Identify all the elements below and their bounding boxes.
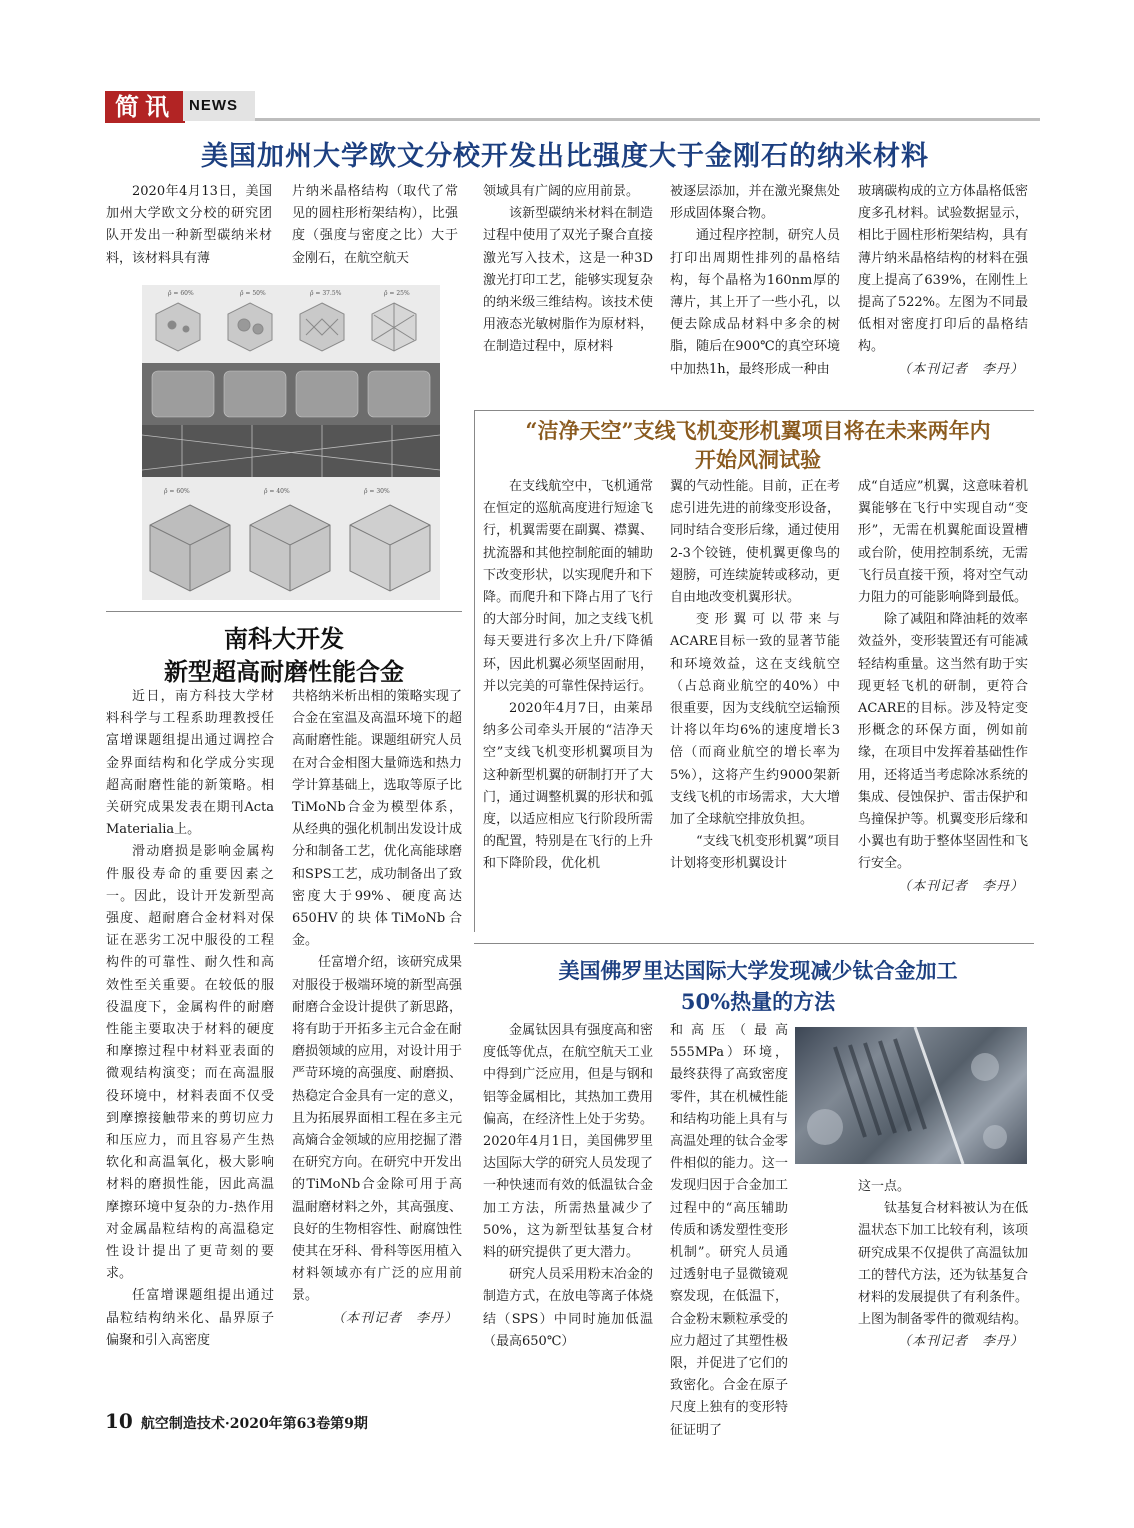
fig-label-6: ρ̄ = 40% [264, 488, 290, 495]
section-label-en: NEWS [189, 97, 238, 114]
article4-col3: 这一点。 钛基复合材料被认为在低温状态下加工比较有利，该项研究成果不仅提供了高温钛加工的替代方法，还为钛基复合材料的发展提供了有利条件。上图为制备零件的微观结构。 （本刊记者 李丹） [858, 1176, 1028, 1402]
article3-col1: 在支线航空中，飞机通常在恒定的巡航高度进行短途飞行，机翼需要在副翼、襟翼、扰流器和其他控制舵面的辅助下改变形状，以实现爬升和下降。而爬升和下降占用了飞行的大部分时间，加之支线飞机每天要进行多次上升/下降循环，因此机翼必须坚固耐用，并以完美的可靠性保持运行。 2020年4月7日，由莱昂纳多公司牵头开展的“洁净天空”支线飞机变形机翼项目为这种新型机翼的研制打开了大门，通过调整机翼的形状和弧度，以适应相应飞行阶段所需的配置，特别是在飞行的上升和下降阶段，优化机 [483, 479, 653, 872]
page-footer [105, 1409, 368, 1433]
fig-label-5: ρ̄ = 60% [164, 488, 190, 495]
lattice-structure-figure [142, 285, 440, 600]
fig-label-3: ρ̄ = 37.5% [310, 290, 342, 297]
article4-col2: 和高压（最高555MPa）环境，最终获得了高致密度零件，其在机械性能和结构功能上具有与高温处理的钛合金零件相似的能力。这一发现归因于合金加工过程中的“高压辅助传质和诱发塑性变形机制”。研究人员通过透射电子显微镜观察发现，在低温下，合金粉末颗粒承受的应力超过了其塑性极限，并促进了它们的致密化。合金在原子尺度上独有的变形特征证明了 [670, 1023, 788, 1438]
divider-vertical [474, 410, 475, 932]
journal-name: 航空制造技术·2020年第63卷第9期 [140, 1416, 368, 1432]
lattice-illustration [142, 285, 440, 600]
microstructure-image [795, 1027, 1027, 1164]
article2-signature: （本刊记者 李丹） [331, 1310, 458, 1326]
fig-label-7: ρ̄ = 30% [364, 488, 390, 495]
divider-article3-top [474, 410, 1034, 411]
article4-col1: 金属钛因具有强度高和密度低等优点，在航空航天工业中得到广泛应用，但是与钢和铝等金属相比，其热加工费用偏高，在经济性上处于劣势。2020年4月1日，美国佛罗里达国际大学的研究人员发现了一种快速而有效的低温钛合金加工方法，所需热量减少了50%，这为新型钛基复合材料的研究提供了更大潜力。 研究人员采用粉末冶金的制造方式，在放电等离子体烧结（SPS）中同时施加低温（最高650℃） [483, 1023, 653, 1349]
microstructure-illustration [795, 1027, 1027, 1164]
article3-title: “洁净天空”支线飞机变形机翼项目将在未来两年内 开始风洞试验 [525, 418, 991, 472]
article4-signature: （本刊记者 李丹） [897, 1334, 1024, 1350]
article3-col2: 翼的气动性能。目前，正在考虑引进先进的前缘变形设备，同时结合变形后缘，通过使用2-3个铰链，使机翼更像鸟的翅膀，可连续旋转或移动，更自由地改变机翼形状。 变形翼可以带来与ACARE目标一致的显著节能和环境效益，这在支线航空（占总商业航空的40%）中很重要，因为支线航空运输预计将以年均6%的速度增长3倍（而商业航空的增长率为5%），这将产生约9000架新支线飞机的市场需求，大大增加了全球航空排放负担。 “支线飞机变形机翼”项目计划将变形机翼设计 [670, 479, 840, 872]
article1-col5: 玻璃碳构成的立方体晶格低密度多孔材料。试验数据显示，相比于圆柱形桁架结构，具有薄片纳米晶格结构的材料在强度上提高了639%，在刚性上提高了522%。左图为不同最低相对密度打印后的晶格结构。 （本刊记者 李丹） [858, 181, 1028, 407]
fig-label-2: ρ̄ = 50% [240, 290, 266, 297]
divider-article4-top [474, 943, 1034, 944]
page-number: 10 [105, 1409, 133, 1433]
article1-signature: （本刊记者 李丹） [897, 361, 1024, 377]
article3-col3: 成“自适应”机翼，这意味着机翼能够在飞行中实现自动“变形”，无需在机翼舵面设置槽或台阶，使用控制系统，无需飞行员直接干预，将对空气动力阻力的可能影响降到最低。 除了减阻和降油耗的效率效益外，变形装置还有可能减轻结构重量。这当然有助于实现更轻飞机的研制，更符合ACARE的目标。涉及特定变形概念的环保方面，例如前缘，在项目中发挥着基础性作用，还将适当考虑除冰系统的集成、侵蚀保护、雷击保护和鸟撞保护等。机翼变形后缘和小翼也有助于整体坚固性和飞行安全。 （本刊记者 李丹） [858, 476, 1028, 946]
fig-label-4: ρ̄ = 25% [384, 290, 410, 297]
article2-col1: 近日，南方科技大学材料科学与工程系助理教授任富增课题组提出通过调控合金界面结构和化学成分实现超高耐磨性能的新策略。相关研究成果发表在期刊Acta Materialia上。 滑动磨损是影响金属构件服役寿命的重要因素之一。因此，设计开发新型高强度、超耐磨合金材料对保证在恶劣工况中服役的工程构件的可靠性、耐久性和高效性至关重要。在较低的服役温度下，金属构件的耐磨性能主要取决于材料的硬度和摩擦过程中材料亚表面的微观结构演变；而在高温服役环境中，材料表面不仅受到摩擦接触带来的剪切应力和压应力，而且容易产生热软化和高温氧化，极大影响材料的磨损性能，因此高温摩擦环境中复杂的力-热作用对金属晶粒结构的高温稳定性设计提出了更苛刻的要求。 任富增课题组提出通过晶粒结构纳米化、晶界原子偏聚和引入高密度 [106, 689, 274, 1348]
fig-label-1: ρ̄ = 60% [168, 290, 194, 297]
header-rule [255, 118, 1040, 121]
article1-col2: 片纳米晶格结构（取代了常见的圆柱形桁架结构），比强度（强度与密度之比）大于金刚石，在航空航天 [292, 184, 458, 266]
article1-title: 美国加州大学欧文分校开发出比强度大于金刚石的纳米材料 [201, 141, 929, 172]
article1-col4: 被逐层添加，并在激光聚焦处形成固体聚合物。 通过程序控制，研究人员打印出周期性排列的晶格结构，每个晶格为160nm厚的薄片，其上开了一些小孔，以便去除成品材料中多余的树脂，随后在900℃的真空环境中加热1h，最终形成一种由 [670, 184, 840, 377]
article4-title: 美国佛罗里达国际大学发现减少钛合金加工 50%热量的方法 [558, 958, 958, 1014]
divider-article2-top [106, 611, 462, 612]
article2-col2: 共格纳米析出相的策略实现了合金在室温及高温环境下的超高耐磨性能。课题组研究人员在对合金相图大量筛选和热力学计算基础上，选取等原子比TiMoNb合金为模型体系，从经典的强化机制出发设计成分和制备工艺，优化高能球磨和SPS工艺，成功制备出了致密度大于99%、硬度高达650HV的块体TiMoNb合金。 任富增介绍，该研究成果对服役于极端环境的新型高强耐磨合金设计提供了新思路，将有助于开拓多主元合金在耐磨损领域的应用，对设计用于严苛环境的高强度、耐磨损、热稳定合金具有一定的意义，且为拓展界面相工程在多主元高熵合金领域的应用挖掘了潜在研究方向。在研究中开发出的TiMoNb合金除可用于高温耐磨材料之外，其高强度、良好的生物相容性、耐腐蚀性使其在牙科、骨科等医用植入材料领域亦有广泛的应用前景。 （本刊记者 李丹） [292, 686, 462, 1402]
article1-col3: 领域具有广阔的应用前景。 该新型碳纳米材料在制造过程中使用了双光子聚合直接激光写入技术，这是一种3D激光打印工艺，能够实现复杂的纳米级三维结构。该技术使用液态光敏树脂作为原材料，在制造过程中，原材料 [483, 184, 653, 355]
article3-signature: （本刊记者 李丹） [897, 878, 1024, 894]
section-label: 简讯 [105, 91, 185, 123]
article2-title: 南科大开发 新型超高耐磨性能合金 [164, 624, 404, 686]
article1-col1: 2020年4月13日，美国加州大学欧文分校的研究团队开发出一种新型碳纳米材料，该材料具有薄 [106, 184, 272, 266]
